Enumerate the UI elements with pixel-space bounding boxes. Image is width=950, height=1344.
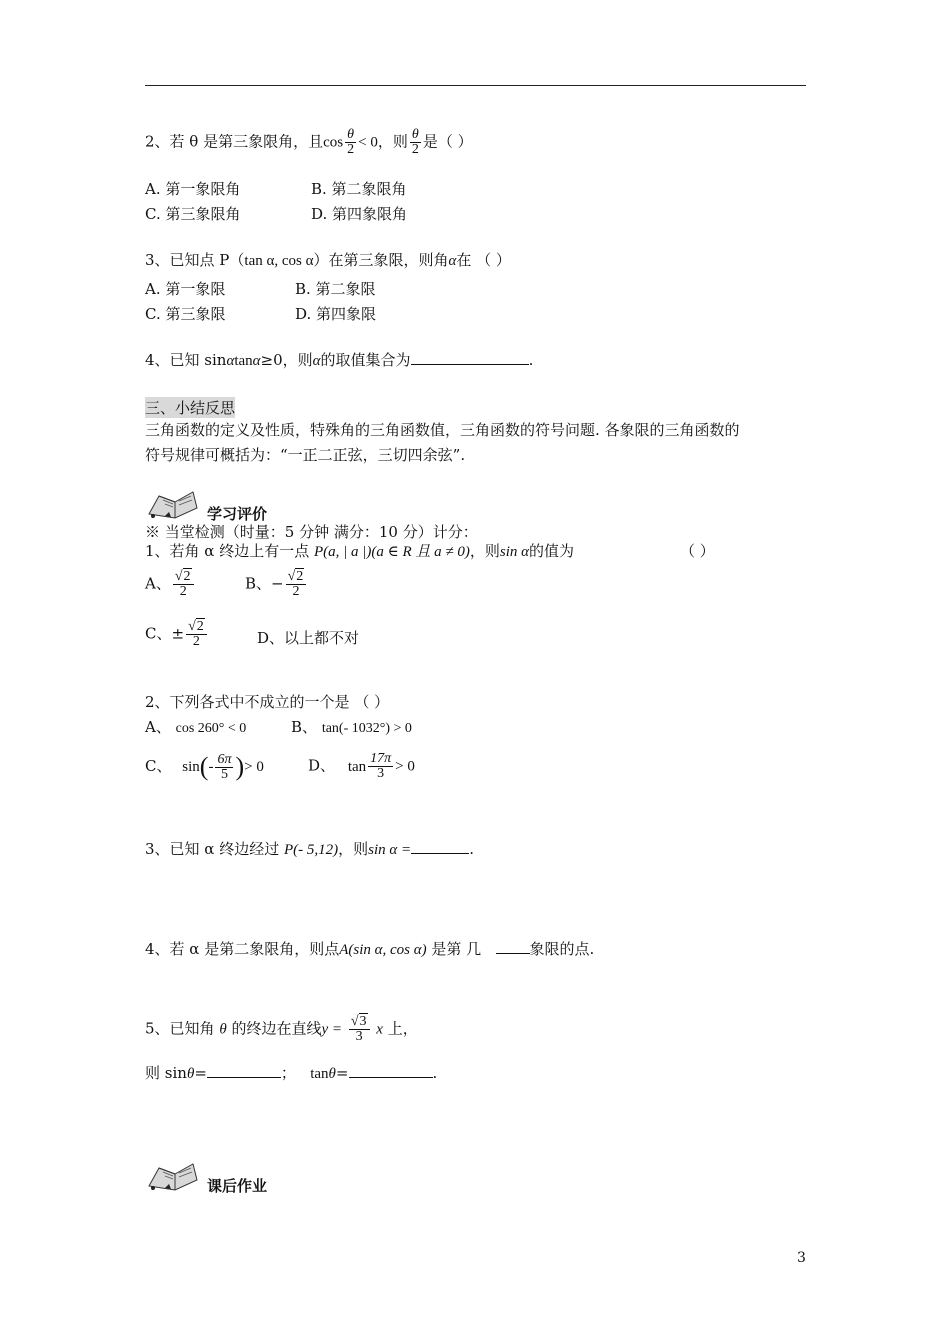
eval-q2-option-c: C、 sin(- $\frac{6\pi}{5}$ )> 0 (145, 751, 264, 782)
eval-q2-option-b: B、 tan(- 1032°) > 0 (291, 718, 412, 736)
q2-option-a: A. 第一象限角 (145, 180, 241, 198)
summary-heading: 三、小结反思 (145, 399, 236, 417)
q3-option-b: B. 第二象限 (295, 280, 376, 298)
eval-q5-line-2: 则 sinθ= ； tanθ= . (145, 1064, 438, 1082)
eval-q3-answer-blank[interactable] (411, 839, 469, 854)
eval-q4-stem: 4、若 α 是第二象限角，则点A(sin α, cos α) 是第 几 象限的点. (145, 940, 595, 958)
eval-q1-paren: （ ） (680, 542, 715, 560)
eval-q1-option-d: D、以上都不对 (257, 629, 360, 647)
summary-line-1: 三角函数的定义及性质，特殊角的三角函数值，三角函数的符号问题. 各象限的三角函数的 (145, 421, 740, 439)
eval-q1-stem: 1、若角 α 终边上有一点 P(a, | a |)(a ∈ R 且 a ≠ 0)，则sin α的值为 (145, 542, 575, 560)
q2-option-c: C. 第三象限角 (145, 205, 241, 223)
open-book-icon-2 (145, 1160, 203, 1192)
q3-stem: 3、已知点 P（tan α, cos α）在第三象限，则角α在 （ ） (145, 251, 511, 269)
q2-stem: 2、若 θ 是第三象限角，且cos $\frac{\theta}{2}$ < 0，则 $\frac{\theta}{2}$ 是（ ） (145, 127, 473, 157)
eval-test-line: ※ 当堂检测（时量：5 分钟 满分：10 分）计分： (145, 523, 478, 541)
q4-answer-blank[interactable] (411, 350, 529, 365)
eval-q2-stem: 2、下列各式中不成立的一个是 （ ） (145, 693, 390, 711)
open-book-icon (145, 488, 203, 520)
eval-q5-tan-blank[interactable] (349, 1063, 433, 1078)
eval-q5-line-1: 5、已知角 θ 的终边在直线y = $\frac{√3}{3}$ x 上， (145, 1014, 418, 1044)
q2-option-b: B. 第二象限角 (311, 180, 407, 198)
q3-option-c: C. 第三象限 (145, 305, 226, 323)
eval-q4-answer-blank[interactable] (496, 939, 530, 954)
q4-stem: 4、已知 sinαtanα≥0，则α的取值集合为 . (145, 351, 534, 369)
q2-option-d: D. 第四象限角 (311, 205, 408, 223)
summary-line-2: 符号规律可概括为：“一正二正弦，三切四余弦”. (145, 446, 466, 464)
eval-q1-option-c: C、± $\frac{√2}{2}$ (145, 620, 209, 649)
homework-title: 课后作业 (207, 1177, 268, 1195)
eval-q5-sin-blank[interactable] (207, 1063, 281, 1078)
eval-q2-option-d: D、 tan $\frac{17\pi}{3}$ > 0 (308, 751, 415, 781)
eval-title: 学习评价 (207, 505, 268, 523)
eval-q1-option-b: B、− $\frac{√2}{2}$ (245, 570, 308, 599)
header-rule (145, 85, 806, 86)
eval-q3-stem: 3、已知 α 终边经过 P(- 5,12)，则sin α = . (145, 840, 474, 858)
eval-q2-option-a: A、 cos 260° < 0 (145, 718, 247, 736)
q3-option-a: A. 第一象限 (145, 280, 226, 298)
page-number: 3 (797, 1250, 806, 1266)
eval-q1-option-a: A、 $\frac{√2}{2}$ (145, 570, 196, 599)
q3-option-d: D. 第四象限 (295, 305, 377, 323)
